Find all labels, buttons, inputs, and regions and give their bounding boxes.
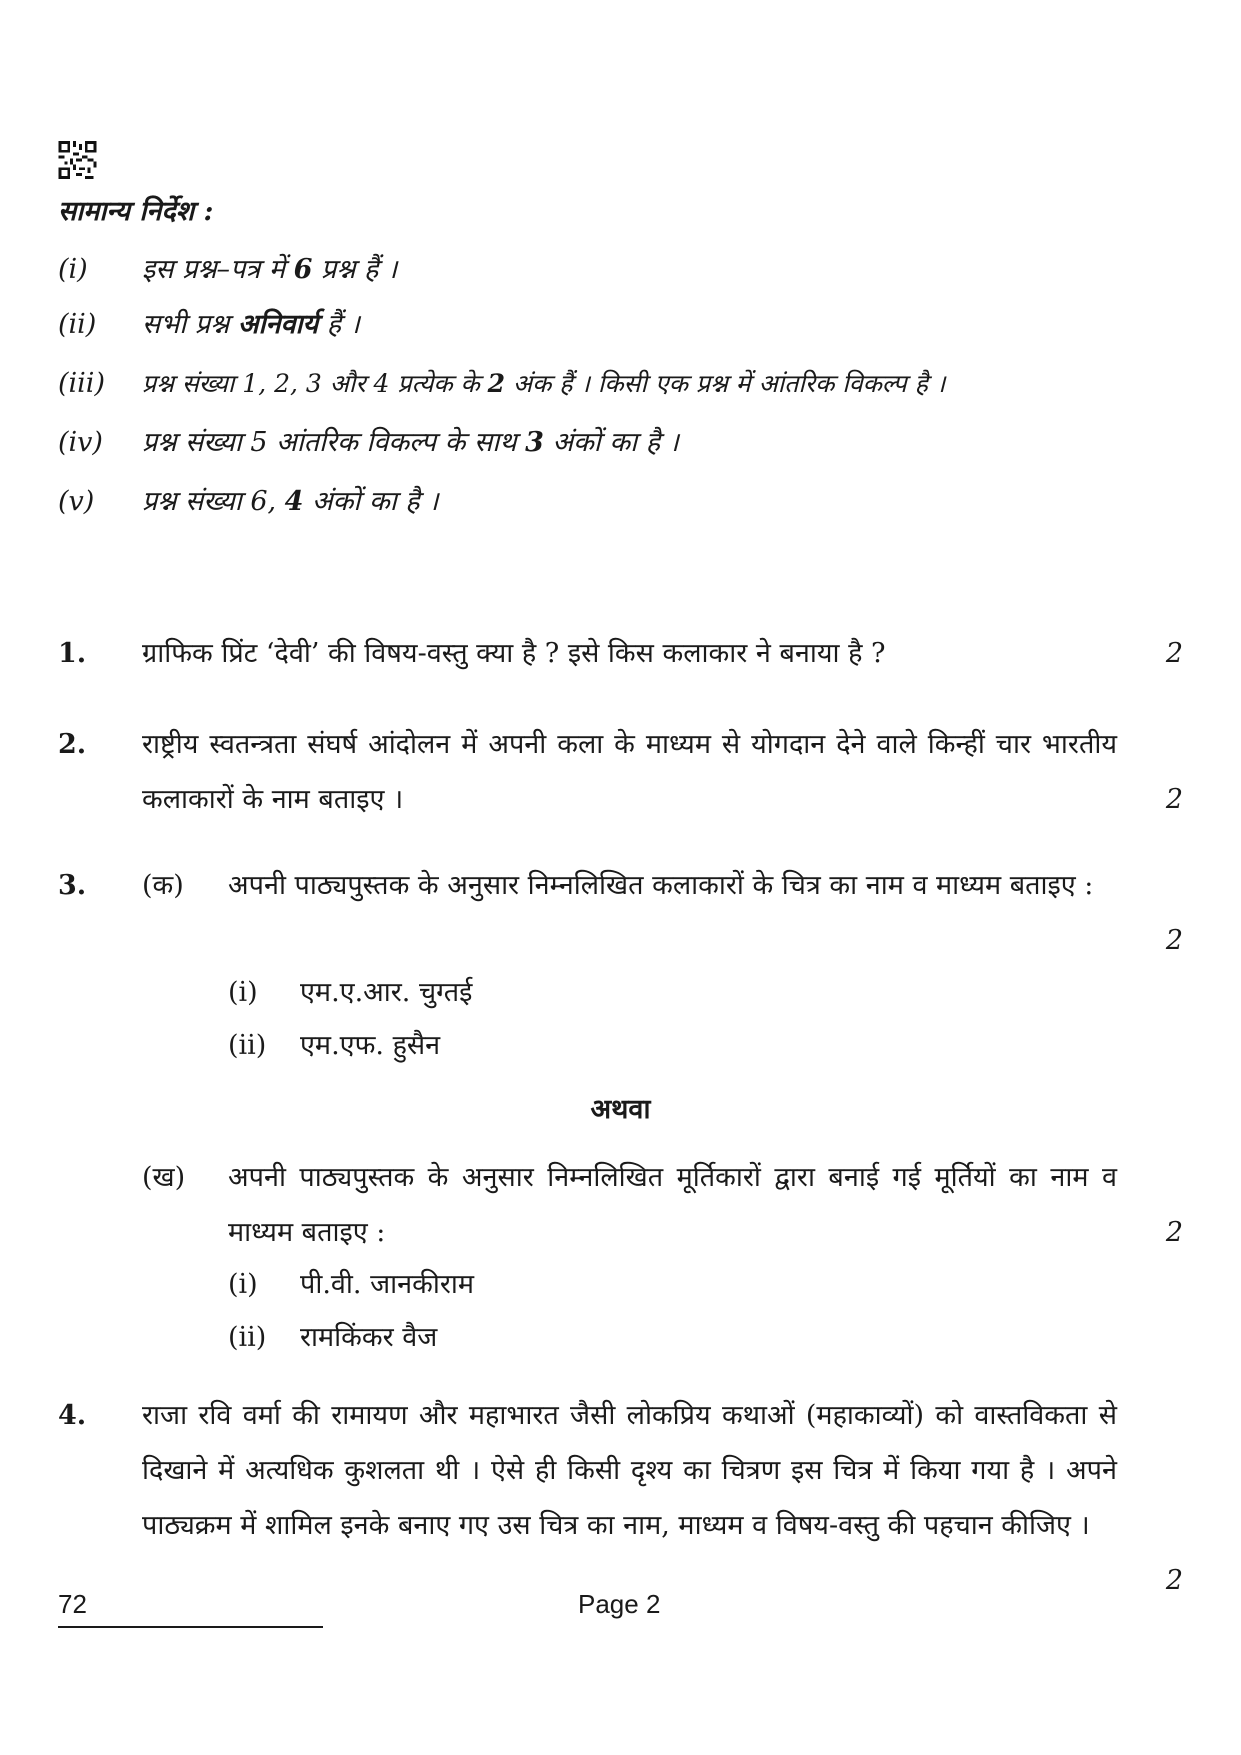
sub-question-text: अपनी पाठ्यपुस्तक के अनुसार निम्नलिखित कलाकारों के चित्र का नाम व माध्यम बताइए : bbox=[228, 870, 1094, 901]
instruction-text: प्रश्न संख्या 1, 2, 3 और 4 प्रत्येक के 2 अंक हैं । किसी एक प्रश्न में आंतरिक विकल्प है । bbox=[142, 369, 946, 398]
question-2 bbox=[58, 717, 1183, 827]
instruction-number: (v) bbox=[58, 486, 95, 517]
list-item: (ii) एम.एफ. हुसैन bbox=[228, 1030, 441, 1061]
marks: 2 bbox=[1165, 925, 1183, 956]
list-item: (i) पी.वी. जानकीराम bbox=[228, 1269, 475, 1300]
question-3-alternative bbox=[58, 1150, 1183, 1355]
instruction-number: (i) bbox=[58, 254, 88, 285]
instruction-number: (iv) bbox=[58, 427, 103, 458]
footer-divider bbox=[58, 1626, 323, 1628]
list-item: (i) एम.ए.आर. चुग्तई bbox=[228, 977, 473, 1008]
question-text: राष्ट्रीय स्वतन्त्रता संघर्ष आंदोलन में अपनी कला के माध्यम से योगदान देने वाले किन्हीं चार भारतीय कलाकारों के नाम बताइए । bbox=[142, 729, 1117, 815]
instruction-text: प्रश्न संख्या 6, 4 अंकों का है । bbox=[142, 486, 439, 517]
question-number: 1. bbox=[58, 638, 87, 669]
question-number: 4. bbox=[58, 1400, 87, 1431]
question-number: 2. bbox=[58, 729, 87, 760]
qr-code-icon bbox=[58, 141, 97, 179]
instruction-text: सभी प्रश्न अनिवार्य हैं । bbox=[142, 309, 360, 340]
instruction-text: प्रश्न संख्या 5 आंतरिक विकल्प के साथ 3 अंकों का है । bbox=[142, 427, 679, 458]
list-item: (ii) रामकिंकर वैज bbox=[228, 1322, 438, 1353]
sub-question-label: (क) bbox=[142, 870, 184, 901]
marks: 2 bbox=[1165, 1217, 1183, 1248]
page-number: Page 2 bbox=[578, 1589, 661, 1619]
marks: 2 bbox=[1165, 1565, 1183, 1596]
question-text: राजा रवि वर्मा की रामायण और महाभारत जैसी लोकप्रिय कथाओं (महाकाव्यों) को वास्तविकता से दिखाने में अत्यधिक कुशलता थी । ऐसे ही किसी दृश्य का चित्रण इस चित्र में किया गया है । अपने पाठ्यक्रम में शामिल इनके बनाए गए उस चित्र का नाम, माध्यम व विषय-वस्तु की पहचान कीजिए । bbox=[142, 1400, 1117, 1541]
question-text: ग्राफिक प्रिंट ‘देवी’ की विषय-वस्तु क्या है ? इसे किस कलाकार ने बनाया है ? bbox=[142, 638, 886, 669]
instruction-number: (iii) bbox=[58, 368, 105, 399]
or-divider: अथवा bbox=[590, 1094, 651, 1125]
instructions-title: सामान्य निर्देश : bbox=[58, 196, 214, 227]
question-3 bbox=[58, 858, 1183, 1063]
instruction-number: (ii) bbox=[58, 309, 97, 340]
marks: 2 bbox=[1165, 638, 1183, 669]
instruction-text: इस प्रश्न–पत्र में 6 प्रश्न हैं । bbox=[142, 254, 398, 285]
sub-question-text: अपनी पाठ्यपुस्तक के अनुसार निम्नलिखित मूर्तिकारों द्वारा बनाई गई मूर्तियों का नाम व माध्यम बताइए : bbox=[228, 1162, 1117, 1248]
marks: 2 bbox=[1165, 784, 1183, 815]
question-number: 3. bbox=[58, 870, 87, 901]
question-1 bbox=[58, 626, 1183, 682]
paper-code: 72 bbox=[58, 1589, 87, 1619]
question-4 bbox=[58, 1388, 1183, 1608]
sub-question-label: (ख) bbox=[142, 1162, 186, 1193]
